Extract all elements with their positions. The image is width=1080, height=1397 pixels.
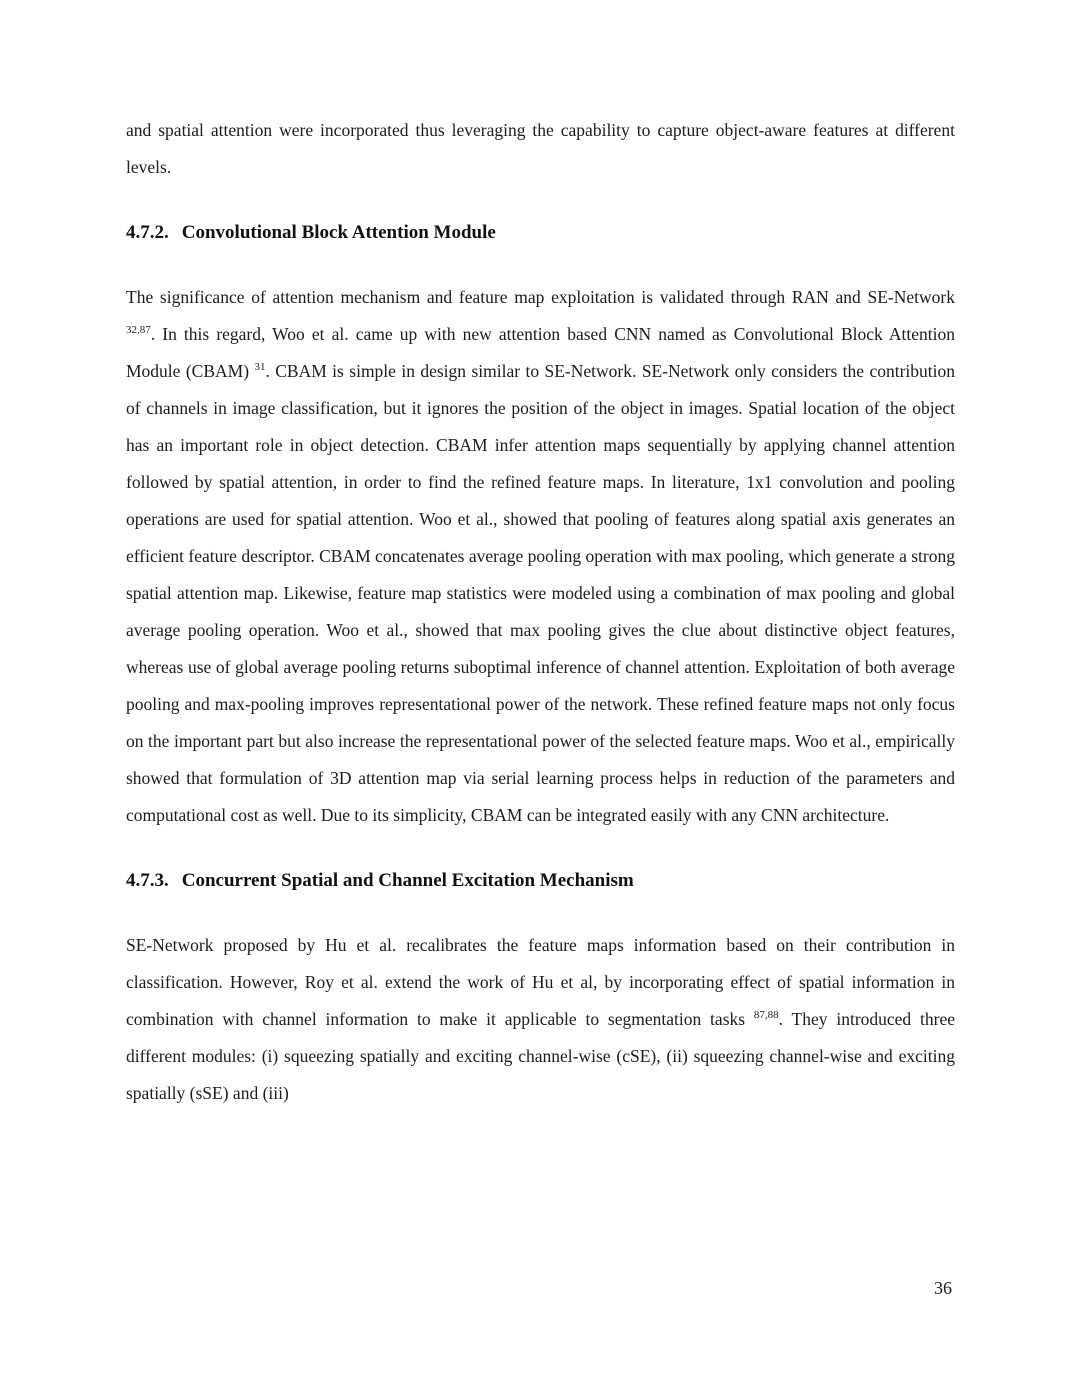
section-heading-4-7-3 — [126, 868, 955, 894]
citation-superscript: 32,87 — [126, 324, 151, 337]
citation-superscript: 31 — [254, 361, 266, 374]
section-title: Convolutional Block Attention Module — [181, 222, 496, 243]
section-number: 4.7.3. — [126, 870, 169, 891]
paragraph-continuation: and spatial attention were incorporated thus leveraging the capability to capture object-aware features at different levels. — [126, 120, 955, 177]
section-title: Concurrent Spatial and Channel Excitation Mechanism — [181, 870, 634, 891]
page-number: 36 — [934, 1278, 952, 1298]
section-heading-4-7-2 — [126, 220, 955, 246]
citation-superscript: 87,88 — [753, 1009, 779, 1022]
paragraph-scse: SE-Network proposed by Hu et al. recalibrates the feature maps information based on their contribution in classification. However, Roy et al. extend the work of Hu et al, by incorporating effect of spatial information in combination with channel information to make it applicable to segmentation tasks $^{87,88}$. They introduced three different modules: (i) squeezing spatially and exciting channel-wise (cSE), (ii) squeezing channel-wise and exciting spatially (sSE) and (iii) — [126, 935, 955, 1103]
section-number: 4.7.2. — [126, 222, 169, 243]
paragraph-cbam: The significance of attention mechanism and feature map exploitation is validated through RAN and SE-Network $^{32,87}$. In this regard, Woo et al. came up with new attention based CNN named as Convolutional Block Attention Module (CBAM) $^{31}$. CBAM is simple in design similar to SE-Network. SE-Network only considers the contribution of channels in image classification, but it ignores the position of the object in images. Spatial location of the object has an important role in object detection. CBAM infer attention maps sequentially by applying channel attention followed by spatial attention, in order to find the refined feature maps. In literature, 1x1 convolution and pooling operations are used for spatial attention. Woo et al., showed that pooling of features along spatial axis generates an efficient feature descriptor. CBAM concatenates average pooling operation with max pooling, which generate a strong spatial attention map. Likewise, feature map statistics were modeled using a combination of max pooling and global average pooling operation. Woo et al., showed that max pooling gives the clue about distinctive object features, whereas use of global average pooling returns suboptimal inference of channel attention. Exploitation of both average pooling and max-pooling improves representational power of the network. These refined feature maps not only focus on the important part but also increase the representational power of the selected feature maps. Woo et al., empirically showed that formulation of 3D attention map via serial learning process helps in reduction of the parameters and computational cost as well. Due to its simplicity, CBAM can be integrated easily with any CNN architecture. — [126, 287, 955, 825]
